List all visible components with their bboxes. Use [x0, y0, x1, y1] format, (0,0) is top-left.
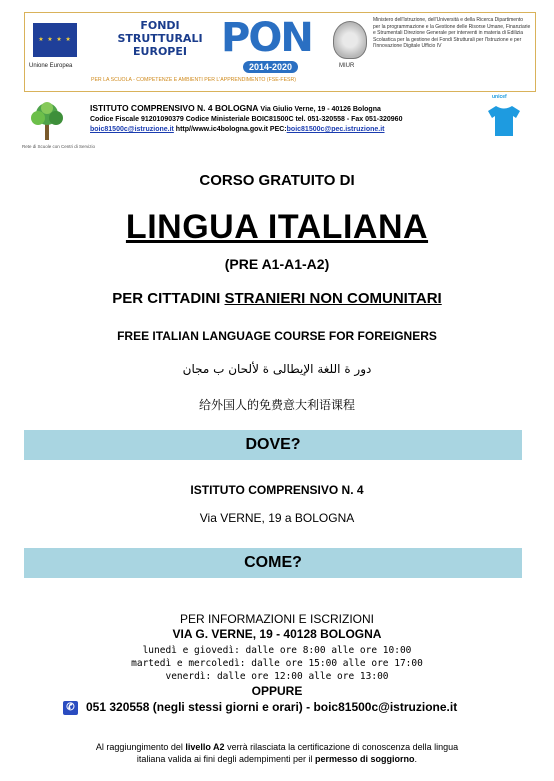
hours-row: venerdì: dalle ore 12:00 alle ore 13:00 [165, 671, 389, 682]
tree-logo-icon [24, 98, 70, 144]
footer-bold: livello A2 [185, 742, 225, 752]
fondi-line1: FONDI [140, 19, 180, 32]
footer-text: verrà rilasciata la certificazione di conoscenza della lingua [224, 742, 459, 752]
tshirt-icon [484, 104, 524, 138]
footer-bold: permesso di soggiorno [315, 754, 415, 764]
info-address: VIA G. VERNE, 19 - 40128 BOLOGNA [172, 627, 382, 641]
footer-text: Al raggiungimento del [95, 742, 186, 752]
school-pec-link[interactable]: boic81500c@pec.istruzione.it [286, 126, 385, 133]
hours-row: lunedì e giovedì: dalle ore 8:00 alle ore 10:00 [142, 645, 412, 656]
course-levels: (PRE A1-A1-A2) [224, 256, 330, 272]
fondi-line2: STRUTTURALI [117, 32, 203, 45]
chinese-translation: 给外国人的免费意大利语课程 [198, 398, 355, 412]
tree-caption: Rete di Scuole con Centri di Servizio [22, 144, 96, 149]
pon-logo: PON [221, 15, 312, 61]
target-underlined: STRANIERI NON COMUNITARI [224, 290, 442, 307]
ministry-text: Ministero dell'Istruzione, dell'Università e della Ricerca Dipartimento per la programmazione e la Gestione delle Risorse Umane, Finanziarie e Strumentali Direzione Generale per interventi in materia di Edilizia Scolastica per la gestione dei Fondi Strutturali per l'Istruzione e per l'Innovazione Digitale Ufficio IV [373, 17, 531, 50]
school-header [90, 103, 402, 135]
venue-name: ISTITUTO COMPRENSIVO N. 4 [190, 483, 364, 497]
course-title: LINGUA ITALIANA [125, 208, 429, 246]
oppure-label: OPPURE [251, 684, 303, 698]
unicef-label: unicef [492, 94, 507, 100]
pon-years: 2014-2020 [243, 61, 298, 73]
italian-emblem-icon [333, 21, 367, 59]
phone-number[interactable]: 051 320558 [86, 700, 150, 714]
target-prefix: PER CITTADINI [112, 290, 225, 307]
school-name: ISTITUTO COMPRENSIVO N. 4 BOLOGNA [90, 103, 259, 113]
pon-banner [24, 12, 536, 92]
eu-flag-icon: ★ ★ ★ ★ [33, 23, 77, 57]
hours-row: martedì e mercoledì: dalle ore 15:00 alle ore 17:00 [131, 658, 423, 669]
arabic-translation: دور ة اللغة الإيطالى ة لألحان ب مجان [182, 362, 372, 376]
phone-note: (negli stessi giorni e orari) - boic81500c@istruzione.it [149, 700, 458, 714]
school-address: Via Giulio Verne, 19 - 40126 Bologna [258, 106, 381, 113]
school-email-link[interactable]: boic81500c@istruzione.it [90, 126, 174, 133]
miur-label: MIUR [339, 63, 355, 69]
certification-note [0, 741, 554, 765]
english-translation: FREE ITALIAN LANGUAGE COURSE FOR FOREIGNERS [117, 329, 437, 343]
target-audience [0, 290, 554, 307]
footer-text: . [414, 754, 418, 764]
pon-subtitle: PER LA SCUOLA - COMPETENZE E AMBIENTI PER L'APPRENDIMENTO (FSE-FESR) [91, 77, 296, 83]
info-title: PER INFORMAZIONI E ISCRIZIONI [179, 612, 374, 626]
dove-heading: DOVE? [24, 430, 522, 460]
footer-text: italiana valida ai fini degli adempimenti per il [136, 754, 316, 764]
school-website: http//www.ic4bologna.gov.it PEC: [173, 126, 287, 133]
school-fiscal: Codice Fiscale 91201090379 Codice Ministeriale BOIC81500C tel. 051-320558 - Fax 051-320960 [90, 116, 403, 123]
course-subtitle: CORSO GRATUITO DI [199, 172, 355, 189]
fondi-strutturali-logo [107, 19, 213, 58]
come-heading: COME? [24, 548, 522, 578]
venue-address: Via VERNE, 19 a BOLOGNA [199, 511, 355, 525]
opening-hours [0, 644, 554, 683]
phone-icon: ✆ [63, 701, 78, 715]
contact-line [63, 700, 457, 715]
eu-label: Unione Europea [29, 63, 73, 69]
fondi-line3: EUROPEI [133, 45, 187, 58]
